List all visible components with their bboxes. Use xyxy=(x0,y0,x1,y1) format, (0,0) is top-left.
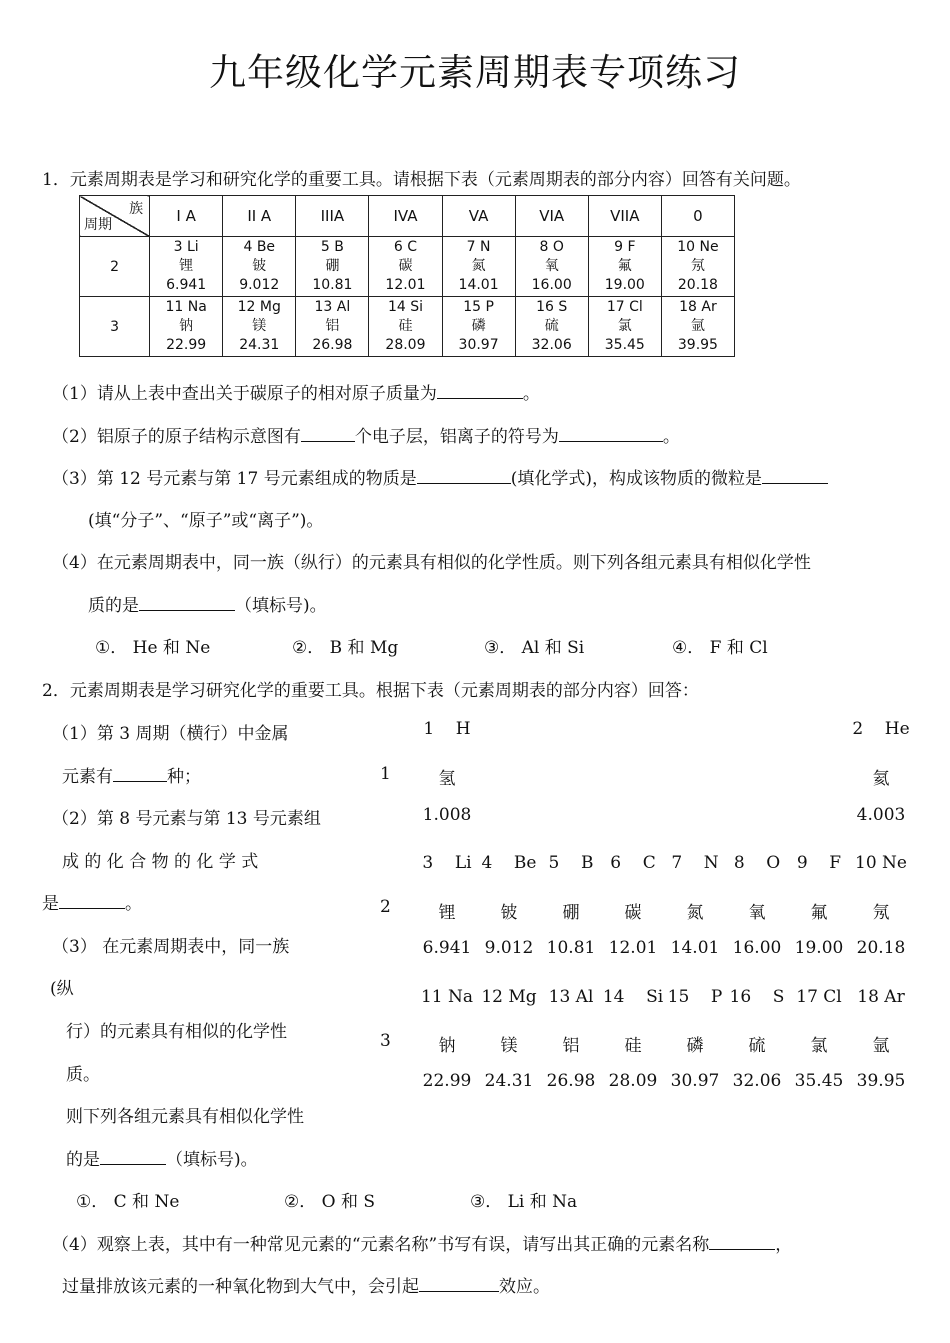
group-header: I A xyxy=(150,196,223,237)
q2-part3-end: （填标号)。 xyxy=(166,1150,258,1170)
element-sym: 13 Al xyxy=(548,987,594,1007)
q1-part2-end: 。 xyxy=(662,427,680,447)
element-sym: 15 P xyxy=(667,987,723,1007)
element-sym: 6 C xyxy=(610,853,656,873)
element-mass: 16.00 xyxy=(732,938,782,958)
element-name: 硼 xyxy=(325,258,340,274)
element-mass: 24.31 xyxy=(239,337,280,353)
q2-line: 成 的 化 合 物 的 化 学 式 xyxy=(62,852,259,872)
element-sym: 12 Mg xyxy=(481,987,537,1007)
page-title: 九年级化学元素周期表专项练习 xyxy=(209,51,741,94)
element-sym: 3 Li xyxy=(422,853,472,873)
q2-line: 行）的元素具有相似的化学性 xyxy=(66,1022,287,1042)
element-name: 氯 xyxy=(617,318,632,334)
answer-blank[interactable] xyxy=(139,596,235,611)
element-name: 镁 xyxy=(500,1036,518,1056)
element-name: 锂 xyxy=(179,258,194,274)
element-mass: 14.01 xyxy=(670,938,720,958)
element-name: 氩 xyxy=(690,318,705,334)
element-name: 镁 xyxy=(252,318,267,334)
element-cell xyxy=(588,297,661,357)
element-cell xyxy=(661,237,734,297)
element-sym: 8 O xyxy=(733,853,781,873)
period-label: 2 xyxy=(380,897,391,917)
group-header: VIIA xyxy=(588,196,661,237)
element-name: 氧 xyxy=(748,903,766,923)
element-sym: 2 He xyxy=(852,719,910,739)
element-sym: 5 B xyxy=(320,239,344,255)
q1-part3-text: （3）第 12 号元素与第 17 号元素组成的物质是 xyxy=(52,469,417,489)
element-cell xyxy=(661,297,734,357)
element-name: 铍 xyxy=(500,903,518,923)
element-name: 铝 xyxy=(562,1036,580,1056)
element-cell xyxy=(442,237,515,297)
element-name: 氯 xyxy=(810,1036,828,1056)
element-sym: 18 Ar xyxy=(857,987,905,1007)
element-mass: 39.95 xyxy=(677,337,718,353)
element-name: 氧 xyxy=(544,258,559,274)
q2-part5-end: 效应。 xyxy=(499,1277,550,1297)
element-mass: 26.98 xyxy=(312,337,353,353)
element-sym: 13 Al xyxy=(314,299,351,315)
element-sym: 12 Mg xyxy=(237,299,281,315)
element-sym: 9 F xyxy=(614,239,636,255)
corner-period-label: 周期 xyxy=(84,217,112,233)
element-mass: 19.00 xyxy=(604,277,645,293)
element-sym: 1 H xyxy=(423,719,471,739)
answer-blank[interactable] xyxy=(437,384,523,399)
q2-line: 质。 xyxy=(66,1065,100,1085)
element-cell xyxy=(150,297,223,357)
option[interactable]: ④． F 和 Cl xyxy=(672,638,768,658)
element-sym: 17 Cl xyxy=(606,299,643,315)
table-corner xyxy=(80,196,150,237)
element-cell xyxy=(369,297,442,357)
answer-blank[interactable] xyxy=(113,767,167,782)
element-mass: 30.97 xyxy=(458,337,499,353)
q1-part4: （4）在元素周期表中，同一族（纵行）的元素具有相似的化学性质。则下列各组元素具有相似化学性 xyxy=(52,553,811,573)
q1-part2 xyxy=(52,422,680,447)
answer-blank[interactable] xyxy=(59,894,125,909)
element-mass: 35.45 xyxy=(794,1071,844,1091)
q2-line: （1）第 3 周期（横行）中金属 xyxy=(52,724,289,744)
element-cell xyxy=(369,237,442,297)
element-mass: 22.99 xyxy=(422,1071,472,1091)
q1-part1-text: （1）请从上表中查出关于碳原子的相对原子质量为 xyxy=(52,384,437,404)
q1-part1 xyxy=(52,379,540,404)
element-name: 氩 xyxy=(872,1036,890,1056)
element-sym: 15 P xyxy=(463,299,494,315)
element-sym: 9 F xyxy=(796,853,842,873)
table-row xyxy=(80,297,735,357)
element-cell xyxy=(442,297,515,357)
group-header: II A xyxy=(223,196,296,237)
element-sym: 16 S xyxy=(536,299,568,315)
element-mass: 16.00 xyxy=(531,277,572,293)
element-name: 硫 xyxy=(748,1036,766,1056)
group-header: IVA xyxy=(369,196,442,237)
q2-part4-text: （4）观察上表，其中有一种常见元素的“元素名称”书写有误，请写出其正确的元素名称 xyxy=(52,1235,710,1255)
q1-part2-mid: 个电子层，铝离子的符号为 xyxy=(354,427,559,447)
element-sym: 6 C xyxy=(393,239,418,255)
group-header: IIIA xyxy=(296,196,369,237)
q2-part5-text: 过量排放该元素的一种氧化物到大气中，会引起 xyxy=(62,1277,419,1297)
element-sym: 11 Na xyxy=(420,987,474,1007)
element-mass: 6.941 xyxy=(422,938,472,958)
q2-part1-end: 种； xyxy=(167,767,201,787)
element-name: 氮 xyxy=(471,258,486,274)
element-sym: 14 Si xyxy=(387,299,423,315)
q1-part3-mid: (填化学式)，构成该物质的微粒是 xyxy=(510,469,762,489)
answer-blank[interactable] xyxy=(762,469,828,484)
answer-blank[interactable] xyxy=(301,427,355,442)
element-mass: 19.00 xyxy=(794,938,844,958)
element-mass: 14.01 xyxy=(458,277,499,293)
element-mass: 32.06 xyxy=(531,337,572,353)
element-cell xyxy=(588,237,661,297)
element-name: 氢 xyxy=(438,769,456,789)
element-sym: 5 B xyxy=(548,853,594,873)
q1-part1-end: 。 xyxy=(522,384,540,404)
q1-part3-hint: (填“分子”、“原子”或“离子”)。 xyxy=(88,511,324,531)
element-mass: 4.003 xyxy=(856,805,906,825)
element-name: 铝 xyxy=(325,318,340,334)
answer-blank[interactable] xyxy=(417,469,511,484)
element-name: 铍 xyxy=(252,258,267,274)
period-label: 1 xyxy=(380,764,391,784)
element-mass: 26.98 xyxy=(546,1071,596,1091)
q2-part1-text: 元素有 xyxy=(62,767,113,787)
table-row xyxy=(80,237,735,297)
q1-part4-end: （填标号)。 xyxy=(235,596,327,616)
element-cell xyxy=(515,237,588,297)
q2-part4-end: ， xyxy=(775,1235,793,1255)
element-name: 钠 xyxy=(179,318,194,334)
q2-line: （3） 在元素周期表中，同一族 xyxy=(52,937,290,957)
element-mass: 20.18 xyxy=(677,277,718,293)
element-mass: 28.09 xyxy=(608,1071,658,1091)
element-name: 氖 xyxy=(690,258,705,274)
element-mass: 9.012 xyxy=(239,277,280,293)
q2-line xyxy=(66,1145,258,1170)
element-mass: 1.008 xyxy=(422,805,472,825)
answer-blank[interactable] xyxy=(100,1150,166,1165)
element-mass: 30.97 xyxy=(670,1071,720,1091)
q2-line xyxy=(62,762,201,787)
element-cell xyxy=(296,237,369,297)
element-cell xyxy=(223,297,296,357)
answer-blank[interactable] xyxy=(419,1277,499,1292)
element-sym: 7 N xyxy=(671,853,719,873)
q2-part3-text: 的是 xyxy=(66,1150,100,1170)
option[interactable]: ②． B 和 Mg xyxy=(292,638,399,658)
element-mass: 6.941 xyxy=(166,277,207,293)
element-name: 氦 xyxy=(872,769,890,789)
element-mass: 12.01 xyxy=(385,277,426,293)
q2-part2-text: 是 xyxy=(42,894,59,914)
element-sym: 17 Cl xyxy=(796,987,842,1007)
element-name: 氮 xyxy=(686,903,704,923)
q1-part3 xyxy=(52,464,828,489)
element-cell xyxy=(296,297,369,357)
q2-part2-end: 。 xyxy=(125,894,142,914)
group-header: VIA xyxy=(515,196,588,237)
element-mass: 35.45 xyxy=(604,337,645,353)
q2-line: 则下列各组元素具有相似化学性 xyxy=(66,1107,304,1127)
element-mass: 9.012 xyxy=(484,938,534,958)
element-name: 硫 xyxy=(544,318,559,334)
element-mass: 32.06 xyxy=(732,1071,782,1091)
element-mass: 39.95 xyxy=(856,1071,906,1091)
element-sym: 4 Be xyxy=(481,853,537,873)
element-name: 硼 xyxy=(562,903,580,923)
period-label: 3 xyxy=(380,1031,391,1051)
element-sym: 7 N xyxy=(466,239,491,255)
q2-line xyxy=(42,889,142,914)
element-cell xyxy=(150,237,223,297)
element-sym: 16 S xyxy=(729,987,785,1007)
q1-part4-cont xyxy=(88,591,327,616)
element-name: 氟 xyxy=(617,258,632,274)
element-sym: 10 Ne xyxy=(677,239,719,255)
element-name: 硅 xyxy=(398,318,413,334)
element-sym: 3 Li xyxy=(173,239,199,255)
q2-part4 xyxy=(52,1230,792,1255)
element-mass: 20.18 xyxy=(856,938,906,958)
element-mass: 10.81 xyxy=(312,277,353,293)
group-header: 0 xyxy=(661,196,734,237)
element-name: 硅 xyxy=(624,1036,642,1056)
element-sym: 10 Ne xyxy=(855,853,907,873)
q1-part4-text: 质的是 xyxy=(88,596,139,616)
element-name: 氖 xyxy=(872,903,890,923)
element-mass: 12.01 xyxy=(608,938,658,958)
element-name: 氟 xyxy=(810,903,828,923)
q2-part5 xyxy=(62,1272,550,1297)
option[interactable]: ③． Al 和 Si xyxy=(484,638,585,658)
corner-group-label: 族 xyxy=(129,201,144,217)
element-mass: 10.81 xyxy=(546,938,596,958)
element-name: 磷 xyxy=(471,318,486,334)
element-name: 碳 xyxy=(398,258,413,274)
answer-blank[interactable] xyxy=(559,427,663,442)
period-label: 2 xyxy=(80,237,150,297)
element-cell xyxy=(223,237,296,297)
option[interactable]: ①． He 和 Ne xyxy=(95,638,211,658)
element-name: 锂 xyxy=(438,903,456,923)
element-mass: 24.31 xyxy=(484,1071,534,1091)
q1-part2-text: （2）铝原子的原子结构示意图有 xyxy=(52,427,301,447)
element-name: 磷 xyxy=(686,1036,704,1056)
q2-line: （2）第 8 号元素与第 13 号元素组 xyxy=(52,809,321,829)
option[interactable]: ③． Li 和 Na xyxy=(470,1192,578,1212)
element-sym: 8 O xyxy=(539,239,564,255)
q1-stem: 1．元素周期表是学习和研究化学的重要工具。请根据下表（元素周期表的部分内容）回答有关问题。 xyxy=(42,170,801,190)
element-name: 钠 xyxy=(438,1036,456,1056)
element-name: 碳 xyxy=(624,903,642,923)
element-sym: 14 Si xyxy=(602,987,664,1007)
group-header: VA xyxy=(442,196,515,237)
element-cell xyxy=(515,297,588,357)
period-label: 3 xyxy=(80,297,150,357)
q2-line: (纵 xyxy=(50,979,74,999)
element-sym: 11 Na xyxy=(165,299,207,315)
element-sym: 18 Ar xyxy=(679,299,717,315)
element-sym: 4 Be xyxy=(243,239,276,255)
element-mass: 22.99 xyxy=(166,337,207,353)
option[interactable]: ②． O 和 S xyxy=(284,1192,376,1212)
element-mass: 28.09 xyxy=(385,337,426,353)
periodic-table-1 xyxy=(79,195,735,357)
q2-stem: 2．元素周期表是学习研究化学的重要工具。根据下表（元素周期表的部分内容）回答： xyxy=(42,681,699,701)
answer-blank[interactable] xyxy=(709,1235,775,1250)
option[interactable]: ①． C 和 Ne xyxy=(76,1192,180,1212)
